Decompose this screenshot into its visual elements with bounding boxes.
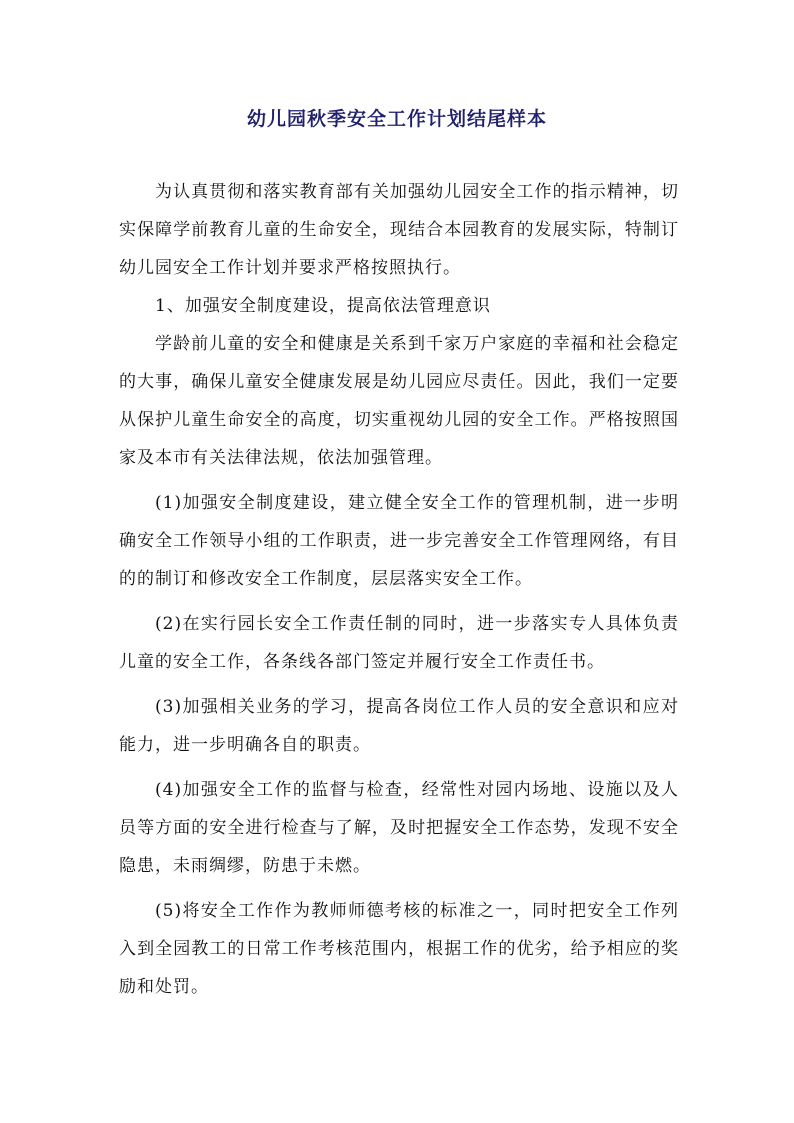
document-body xyxy=(119,173,679,1006)
document-title: 幼儿园秋季安全工作计划结尾样本 xyxy=(246,108,547,130)
paragraph-item-3: (3)加强相关业务的学习，提高各岗位工作人员的安全意识和应对能力，进一步明确各自的职责。 xyxy=(119,697,679,755)
section-heading: 1、加强安全制度建设，提高依法管理意识 xyxy=(155,296,491,316)
paragraph-background: 学龄前儿童的安全和健康是关系到千家万户家庭的幸福和社会稳定的大事，确保儿童安全健康发展是幼儿园应尽责任。因此，我们一定要从保护儿童生命安全的高度，切实重视幼儿园的安全工作。严格按照国家及本市有关法律法规，依法加强管理。 xyxy=(119,334,679,468)
paragraph-item-1: (1)加强安全制度建设，建立健全安全工作的管理机制，进一步明确安全工作领导小组的工作职责，进一步完善安全工作管理网络，有目的的制订和修改安全工作制度，层层落实安全工作。 xyxy=(119,493,679,589)
paragraph-item-5: (5)将安全工作作为教师师德考核的标准之一，同时把安全工作列入到全园教工的日常工作考核范围内，根据工作的优劣，给予相应的奖励和处罚。 xyxy=(119,901,679,997)
paragraph-item-2: (2)在实行园长安全工作责任制的同时，进一步落实专人具体负责儿童的安全工作，各条线各部门签定并履行安全工作责任书。 xyxy=(119,614,679,672)
paragraph-item-4: (4)加强安全工作的监督与检查，经常性对园内场地、设施以及人员等方面的安全进行检查与了解，及时把握安全工作态势，发现不安全隐患，未雨绸缪，防患于未燃。 xyxy=(119,780,679,876)
paragraph-intro: 为认真贯彻和落实教育部有关加强幼儿园安全工作的指示精神，切实保障学前教育儿童的生命安全，现结合本园教育的发展实际，特制订幼儿园安全工作计划并要求严格按照执行。 xyxy=(119,182,679,278)
